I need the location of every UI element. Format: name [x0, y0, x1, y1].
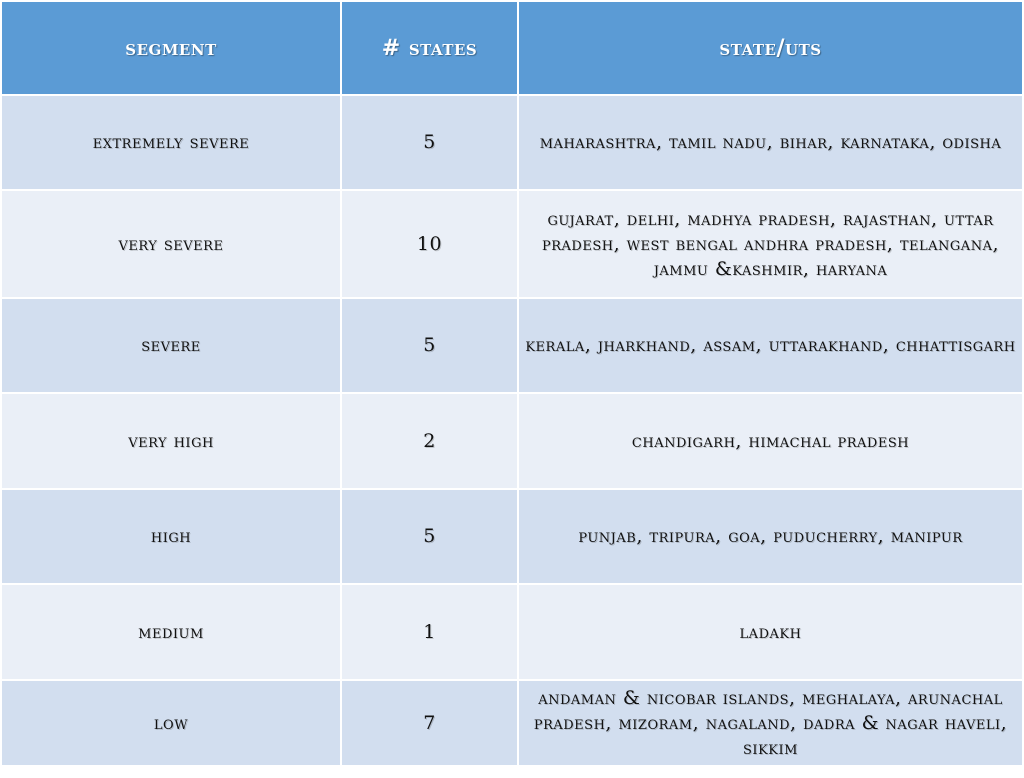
header-segment: segment — [1, 1, 341, 95]
count-cell: 7 — [341, 680, 518, 766]
states-cell: maharashtra, tamil nadu, bihar, karnataka, odisha — [518, 95, 1023, 190]
table-row — [1, 190, 1023, 298]
states-cell: chandigarh, himachal pradesh — [518, 393, 1023, 489]
table-row — [1, 680, 1023, 766]
count-cell: 5 — [341, 95, 518, 190]
table-row — [1, 584, 1023, 680]
header-states-count: # states — [341, 1, 518, 95]
count-cell: 2 — [341, 393, 518, 489]
count-cell: 5 — [341, 298, 518, 393]
segment-cell: severe — [1, 298, 341, 393]
states-cell: andaman & nicobar islands, meghalaya, arunachal pradesh, mizoram, nagaland, dadra & nagar haveli, sikkim — [518, 680, 1023, 766]
table-body — [1, 95, 1023, 766]
states-cell: gujarat, delhi, madhya pradesh, rajasthan, uttar pradesh, west bengal andhra pradesh, telangana, jammu &kashmir, haryana — [518, 190, 1023, 298]
header-states-uts: state/uts — [518, 1, 1023, 95]
table-row — [1, 95, 1023, 190]
table-row — [1, 489, 1023, 584]
segment-cell: very severe — [1, 190, 341, 298]
states-cell: ladakh — [518, 584, 1023, 680]
header-row — [1, 1, 1023, 95]
table-row — [1, 298, 1023, 393]
segment-cell: extremely severe — [1, 95, 341, 190]
segment-cell: high — [1, 489, 341, 584]
segment-cell: medium — [1, 584, 341, 680]
count-cell: 10 — [341, 190, 518, 298]
table-row — [1, 393, 1023, 489]
count-cell: 1 — [341, 584, 518, 680]
count-cell: 5 — [341, 489, 518, 584]
states-cell: kerala, jharkhand, assam, uttarakhand, chhattisgarh — [518, 298, 1023, 393]
segment-cell: very high — [1, 393, 341, 489]
segment-cell: low — [1, 680, 341, 766]
table-header — [1, 1, 1023, 95]
states-cell: punjab, tripura, goa, puducherry, manipur — [518, 489, 1023, 584]
